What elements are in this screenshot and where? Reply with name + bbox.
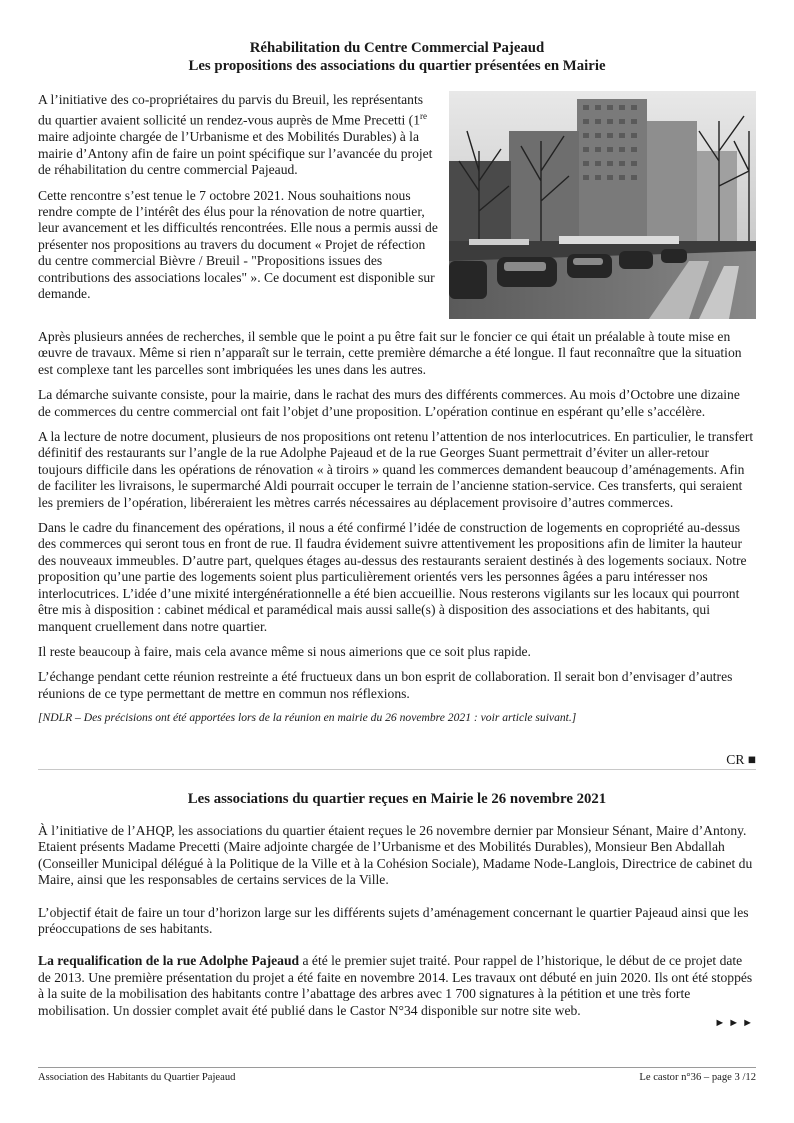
article-title — [38, 39, 756, 75]
second-paragraph-3: La requalification de la rue Adolphe Pajeaud a été le premier sujet traité. Pour rappel de l’historique, le début de ce projet date de 2013. Une première présentation du projet a été faite en novembre 2014. Les travaux ont débuté en juin 2020. Ils ont été stoppés à la suite de la mobilisation des habitants contre l’abattage des arbres avec 1 700 signatures à la pétition et une très forte mobilisation. Un dossier complet avait été publié dans le Castor N°34 disponible sur notre site web. — [38, 953, 753, 1018]
body-paragraph-4: Dans le cadre du financement des opérations, il nous a été confirmé l’idée de construction de logements en copropriété au-dessus des commerces qui seront tous en front de rue. Il faudra évidement suivre attentivement les propositions afin de limiter la hauteur des nouveaux immeubles. D’autre part, quelques étages au-dessus des restaurants seraient destinés à des logements sociaux. Notre proposition qu’une partie des logements soient plus particulièrement orientés vers les personnes âgées a paru intéresser nos interlocutrices. L’idée d’une mixité intergénérationnelle a été bien accueillie. Nous resterons vigilants sur les locaux qui pourront être mis à disposition : cabinet médical et paramédical mais aussi salle(s) à disposition des associations et des habitants, qui manquent cruellement dans notre quartier. — [38, 520, 747, 634]
footer-divider — [38, 1067, 756, 1068]
continue-arrows: ►►► — [714, 1017, 756, 1029]
editor-note: [NDLR – Des précisions ont été apportées lors de la réunion en mairie du 26 novembre 2021 : voir article suivant.] — [38, 711, 577, 725]
intro-paragraph-2: Cette rencontre s’est tenue le 7 octobre 2021. Nous souhaitions nous rendre compte de l’intérêt des élus pour la rénovation de notre quartier, leur avancement et les difficultés rencontrées. Elle nous a permis aussi de présenter nos propositions au travers du document « Projet de réfection du centre commercial Bièvre / Breuil - "Propositions issues des contributions des associations locales" ». Ce document est disponible sur demande. — [38, 187, 438, 301]
second-paragraph-1: À l’initiative de l’AHQP, les associations du quartier étaient reçues le 26 novembre dernier par Monsieur Sénant, Maire d’Antony. Etaient présents Madame Precetti (Maire adjointe chargée de l’Urbanisme et des Mobilités Durables), Monsieur Ben Abdallah (Conseiller Municipal délégué à la Politique de la Ville et à la Cohésion Sociale), Madame Node-Langlois, Directrice de cabinet du Maire, ainsi que les responsables de certains services de la Ville. — [38, 823, 753, 888]
body-paragraph-3: A la lecture de notre document, plusieurs de nos propositions ont retenu l’attention de nos interlocutrices. En particulier, le transfert définitif des restaurants sur l’angle de la rue Adolphe Pajeaud et de la rue Georges Suant permettrait d’éviter un aller-retour toujours difficile dans les opérations de rénovation « à tiroirs » quand les commerces demandent beaucoup d’aménagements. Afin de faciliter les livraisons, le supermarché Aldi pourrait occuper le terrain de l’ancienne station-service. Ces transferts, qui seraient les premiers de l’opération, libéreraient les mètres carrés nécessaires au déplacement provisoire d’autres commerces. — [38, 429, 754, 510]
body-paragraph-6: L’échange pendant cette réunion restreinte a été fructueux dans un bon esprit de collaboration. Il serait bon d’envisager d’autres réunions de ce type permettant de mettre en commun nos réflexions. — [38, 669, 733, 701]
body-paragraph-5: Il reste beaucoup à faire, mais cela avance même si nous aimerions que ce soit plus rapide. — [38, 643, 531, 659]
second-article-body — [38, 823, 756, 1035]
author-signature: CR ■ — [726, 752, 756, 767]
article-title-line-2: Les propositions des associations du quartier présentées en Mairie — [188, 58, 606, 74]
shopping-centre-photo — [449, 91, 756, 319]
article-title-line-1: Réhabilitation du Centre Commercial Pajeaud — [249, 40, 545, 56]
second-article-title: Les associations du quartier reçues en Mairie le 26 novembre 2021 — [187, 791, 607, 807]
second-paragraph-2: L’objectif était de faire un tour d’horizon large sur les différents sujets d’aménagement concernant le quartier Pajeaud ainsi que les préoccupations de ses habitants. — [38, 904, 749, 937]
body-paragraph-2: La démarche suivante consiste, pour la mairie, dans le rachat des murs des différents commerces. Au mois d’Octobre une dizaine de commerces du centre commercial ont fait l’objet d’une proposition. L’opération continue en espérant qu’elle s’accélère. — [38, 387, 740, 419]
intro-paragraph-1: A l’initiative des co-propriétaires du parvis du Breuil, les représentants du quartier avaient sollicité un rendez-vous auprès de Mme Precetti (1re maire adjointe chargée de l’Urbanisme et des Mobilités Durables) à la mairie d’Antony afin de faire un point spécifique sur l’avancée du projet de réhabilitation du centre commercial Pajeaud. — [38, 92, 433, 178]
body-paragraph-1: Après plusieurs années de recherches, il semble que le point a pu être fait sur le foncier ce qui était un préalable à toute mise en œuvre de travaux. Même si rien n’apparaît sur le terrain, cette première démarche a été longue. Il faut reconnaître que la situation est complexe tant les parcelles sont imbriquées les unes dans les autres. — [38, 329, 742, 377]
footer-association: Association des Habitants du Quartier Pajeaud — [38, 1072, 236, 1083]
intro-text — [38, 92, 438, 311]
footer-page-number: Le castor n°36 – page 3 /12 — [639, 1072, 756, 1083]
article-divider — [38, 769, 756, 770]
bold-lead: La requalification de la rue Adolphe Pajeaud — [38, 953, 300, 969]
article-body — [38, 329, 756, 734]
